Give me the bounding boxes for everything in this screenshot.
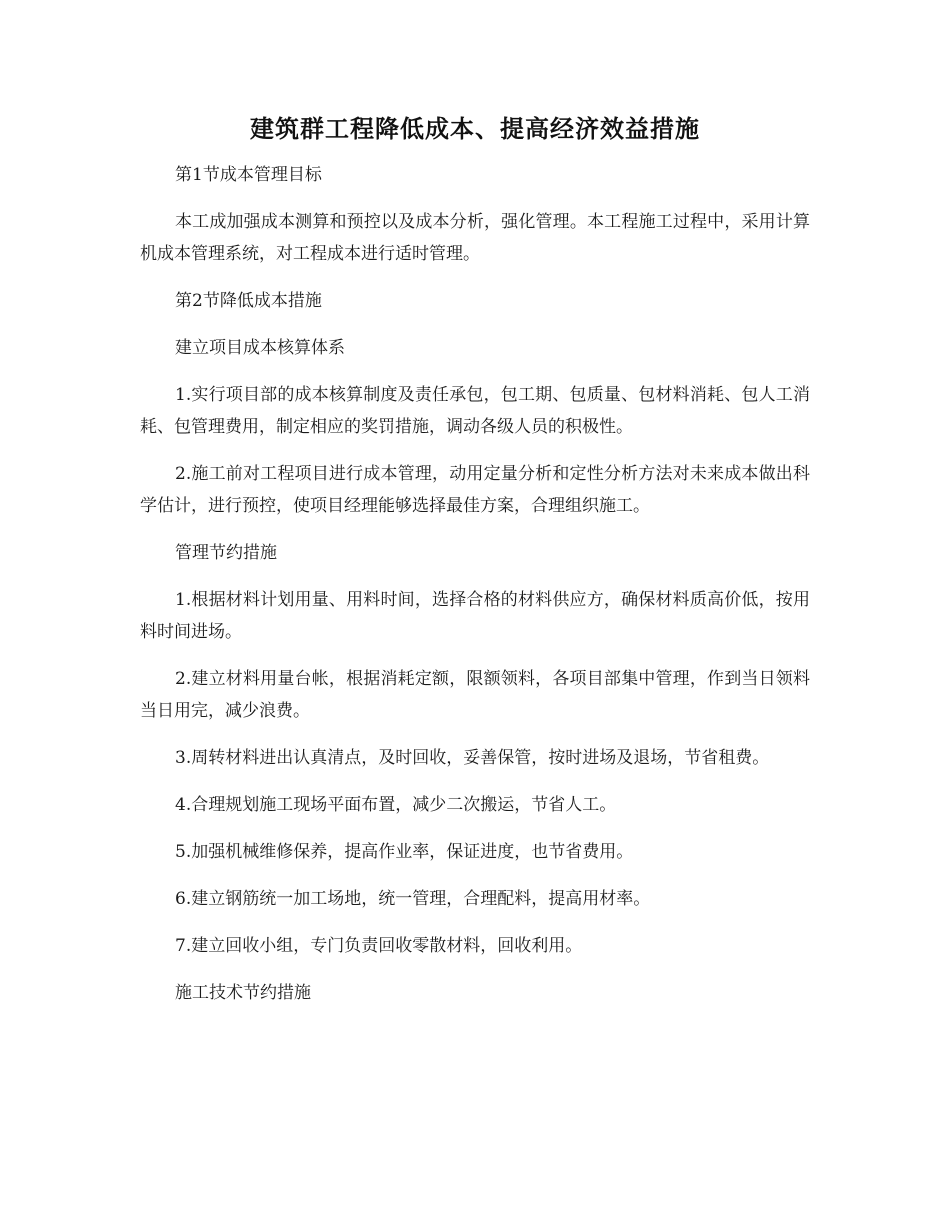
section-heading: 第1节成本管理目标 [175,165,322,185]
subsection-heading: 管理节约措施 [175,543,277,563]
subsection-heading: 建立项目成本核算体系 [175,338,345,358]
list-item: 5.加强机械维修保养，提高作业率，保证进度，也节省费用。 [175,842,634,862]
list-item: 1.根据材料计划用量、用料时间，选择合格的材料供应方，确保材料质高价低，按用料时间进场。 [140,590,810,642]
document-title: 建筑群工程降低成本、提高经济效益措施 [250,114,700,143]
document-body [140,159,810,1024]
list-item: 2.建立材料用量台帐，根据消耗定额，限额领料，各项目部集中管理，作到当日领料当日用完，减少浪费。 [140,669,810,721]
section-heading: 第2节降低成本措施 [175,291,322,311]
list-item: 1.实行项目部的成本核算制度及责任承包，包工期、包质量、包材料消耗、包人工消耗、包管理费用，制定相应的奖罚措施，调动各级人员的积极性。 [140,385,810,437]
list-item: 6.建立钢筋统一加工场地，统一管理，合理配料，提高用材率。 [175,889,651,909]
subsection-heading: 施工技术节约措施 [175,983,311,1003]
list-item: 3.周转材料进出认真清点，及时回收，妥善保管，按时进场及退场，节省租费。 [175,748,770,768]
list-item: 7.建立回收小组，专门负责回收零散材料，回收利用。 [175,936,583,956]
list-item: 2.施工前对工程项目进行成本管理，动用定量分析和定性分析方法对未来成本做出科学估计，进行预控，使项目经理能够选择最佳方案，合理组织施工。 [140,464,810,516]
paragraph: 本工成加强成本测算和预控以及成本分析，强化管理。本工程施工过程中，采用计算机成本管理系统，对工程成本进行适时管理。 [140,212,810,264]
list-item: 4.合理规划施工现场平面布置，减少二次搬运，节省人工。 [175,795,617,815]
